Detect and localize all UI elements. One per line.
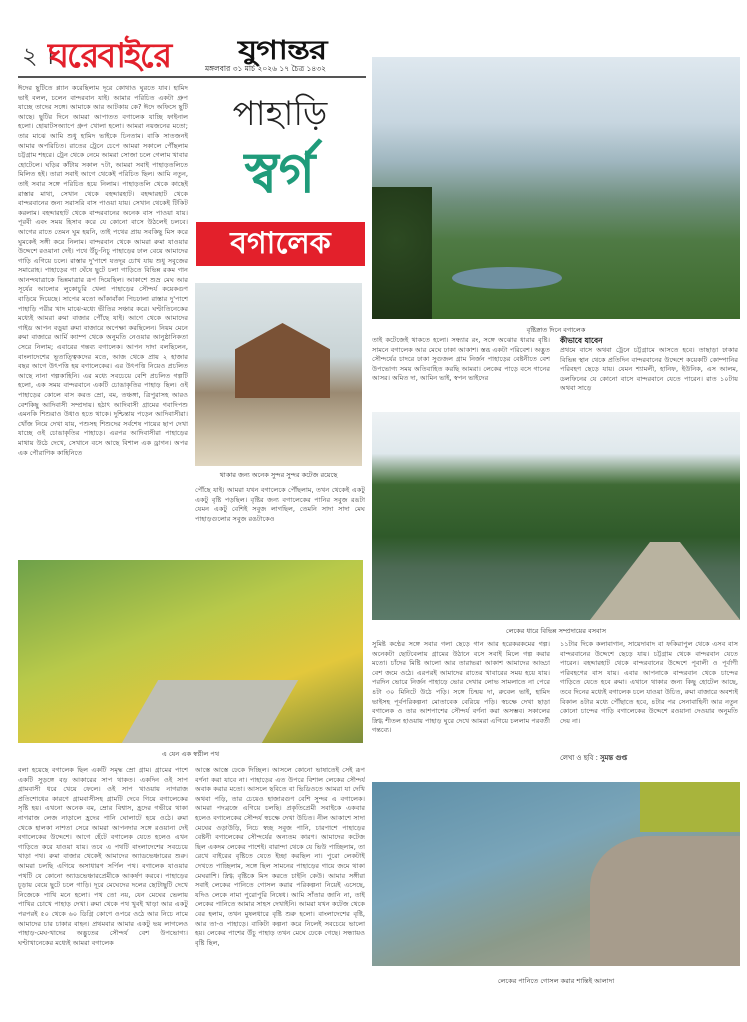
article-right-mid-col2: ১১টার দিকে কলাবাগান, সায়েদাবাদ বা ফকিরাপুল থেকে এসব বাস বান্দরবানের উদ্দেশে ছেড়ে যায়। চট্টগ্রাম থেকে বান্দরবান যেতে পারেন। বহদ্দারহাট থেকে বান্দরবানের উদ্দেশে পূবালী ও পূর্বাণী পরিবহণের বাস যায়। এবার আপনাকে বান্দরবান থেকে চান্দের গাড়িতে যেতে হবে রুমা। এখানে থাকার জন্য কিছু হোটেল আছে, তবে দিনের মধ্যেই বগালেক চলে যাওয়া উচিত, রুমা বাজারে অবশ্যই বিকাল ৪টার মধ্যে পৌঁছাতে হবে, ৪টার পর সেনাবাহিনী আর নতুন কোনো চান্দের গাড়ি বগালেকের উদ্দেশে রওয়ানা দেওয়ার অনুমতি দেয় না। <box>560 640 738 725</box>
caption-cottage: থাকার জন্য অনেক সুন্দর সুন্দর কটেজ রয়েছে <box>219 471 338 479</box>
lake-photo <box>372 412 740 620</box>
hills-photo <box>372 57 740 319</box>
byline-label: লেখা ও ছবি : <box>560 754 598 762</box>
caption-bathing: লেকের পানিতে গোসল করার শান্তিই আলাদা <box>497 977 615 985</box>
article-column-1-bottom: বলা হয়েছে বগালেক ছিল একটি সমৃদ্ধ ম্রো গ্রাম। গ্রামের পাশে একটি সুড়ঙ্গে বড় আকারের সাপ থাকত। একদিন ওই সাপ গ্রামবাসী ধরে খেয়ে ফেলে। ওই সাপ খাওয়ায় নাগরাজ প্রতিশোধের কারণে গ্রামবাসীসহ গ্রামটি দেবে গিয়ে বগালেকের সৃষ্টি হয়। এখনো অনেক বম, ম্রোর বিশ্বাস, হ্রদের গভীরে থাকা নাগরাজ লেজ নাড়ালে হ্রদের পানি ঘোলাটে হয়ে ওঠে। রুমা থেকে হালকা নাশতা সেরে আমরা আপনদার সঙ্গে রওয়ানা দেই বগালেকের উদ্দেশে। আগে হেঁটে বগালেক যেতে হলেও এখন গাড়িতে করে যাওয়া যায়। তবে এ পথটি বাংলাদেশের সবচেয়ে খাড়া পথ। রুমা বাজার থেকেই আমাদের অ্যাডভেঞ্চারের শুরু। আমরা চলছি এগিয়ে অসাধারণ সর্পিল পথ। বগালেক যাওয়ার পথটি যে কোনো অ্যাডভেঞ্চারপ্রেমীকে আকর্ষণ করবে। পাহাড়ের চূড়ায় বেয়ে ছুটে চলে গাড়ি। দূরে মেঘেদের দলের ছোটাছুটি দেখে নিজেকে পাখি মনে হলো। পথ তো নয়, যেন মেঘের ভেলায় পাখির চোখে পাহাড় দেখা। রুমা থেকে পথ খুবই খাড়া আর একটু পরপরই ৫০ থেকে ৬০ ডিগ্রি কোণে ওপরে ওঠে আর নিচে নামে আমাদের চার চাকার বাহন। প্রথমবার আমার একটু ভয় লাগলেও পাহাড়-মেঘ-খাদের অদ্ভুতের সৌন্দর্য বেশ উপভোগ্য। ঘণ্টাখানেকের মধ্যেই আমরা বগালেক <box>18 766 188 947</box>
caption-road: এ যেন এক স্বপ্নীল পথ <box>161 750 220 758</box>
article-right-top-col2: প্রথমে বাসে অথবা ট্রেনে চট্টগ্রামে আসতে হবে। তাছাড়া ঢাকার বিভিন্ন স্থান থেকে প্রতিদিন বান্দরবানের উদ্দেশে কয়েকটি কোম্পানির পরিবহণ ছেড়ে যায়। যেমন শ্যামলী, হানিফ, ইউনিক, এস আলম, ডলফিনের যে কোনো বাসে বান্দরবানে যেতে পারেন। রাত ১০টায় অথবা সাড়ে <box>560 346 738 393</box>
dateline: মঙ্গলবার ৩১ মার্চ ২০২৬ ১৭ চৈত্র ১৪৩২ <box>205 64 326 73</box>
caption-hills: বৃষ্টিস্নাত দিনে বগালেক <box>526 326 586 334</box>
caption-lake: লেকের ধারে বিভিন্ন সম্প্রদায়ের বসবাস <box>505 627 607 635</box>
page-number: ২ । <box>22 42 54 70</box>
header-divider <box>18 76 366 78</box>
article-right-top-col1: তাই কটেজেই থাকতে হলো। সন্ধ্যার রং, সঙ্গে অঝোর ধারার বৃষ্টি। সামনে বগালেক আর মেঘে ঢাকা আকাশ। স্তব্ধ একটা পরিবেশ। অদ্ভুত সৌন্দর্যের চাদরে ঢাকা সুগুজল গ্রাম নির্জন পাহাড়ের বেষ্টনীতে বেশ উপভোগ্য সময় অতিবাহিত করছি আমরা। লেকের পাড়ে বসে গানের আসর। অমিত দা, আমিন ভাই, স্বপন ভাইদের <box>372 336 550 383</box>
headline-banner: বগালেক <box>196 222 365 266</box>
section-logo: ঘরেবাইরে <box>48 36 171 76</box>
road-photo <box>18 560 363 743</box>
how-to-go-heading: কীভাবে যাবেন <box>560 336 603 345</box>
article-right-mid-col1: সুমিষ্ট কণ্ঠের সঙ্গে সবার গলা ছেড়ে গান আর হরেকরকমের গল্প। অনেকটা ছোটবেলায় গ্রামের উঠানে বসে সবাই মিলে গল্প করার মতো। চাঁদের মিষ্টি আলো আর তারাভরা আকাশ আমাদের আড্ডা বেশ জমে ওঠে। এরপরই আমাদের রাতের খাবারের সময় হয়ে যায়। পরদিন ভোরে নির্জন পাহাড়ে ভোর দেখার লোভ সামলাতে না পেরে ৪টা ৩০ মিনিটে উঠে পড়ি। সঙ্গে চিন্ময় দা, রুবেল ভাই, হামিদ ভাইসহ পূর্বপরিকল্পনা মোতাবেক বেরিয়ে পড়ি। স্বচক্ষে দেখা ছাড়া বগালেক ও তার আশপাশের সৌন্দর্য বর্ণনা করা অসম্ভব। সকালের স্নিগ্ধ শীতল হাওয়ায় পাহাড় ঘুরে দেখে আমরা এগিয়ে চললাম পরবর্তী গন্তব্যে। <box>372 640 550 735</box>
headline-kicker: পাহাড়ি <box>232 94 328 134</box>
article-column-1: ঈদের ছুটিতে প্ল্যান করেছিলাম দূরে কোথাও ঘুরতে যাব। হামিদ ভাই বলল, চলেন বান্দরবান যাই। আমার পরিচিত একটা গ্রুপ যাচ্ছে তাদের সঙ্গে। আমাকে আর আটকায় কে? ঈদে অফিসে ছুটি আছে। ছুটির দিনে আমরা আপাতত বগালেক যাচ্ছি ফাইনাল হলো। হোয়াটসঅ্যাপে গ্রুপ খোলা হলো। আমরা নয়জনের মতো; তার মাঝে আমি শুধু হামিদ ভাইকে চিনতাম। বাকি সাতজনই আমার অপরিচিত। রাতের ট্রেনে চেপে আমরা সকালে পৌঁছলাম চট্টগ্রাম শহরে। ট্রেন থেকে নেমে আমরা সোজা চলে গেলাম খাবার হোটেলে। ঘড়ির কাঁটায় সকাল ৭টা, আমরা সবাই পাহাড়তলিতে মিলিত হই। তারা সবাই আগে থেকেই পরিচিত ছিল। আমি নতুন, তাই সবার সঙ্গে পরিচিত হয়ে নিলাম। পাহাড়তলি থেকে কাছেই রাস্তার মাথা, সেখান থেকে বহদ্দারহাট। বহদ্দারহাট থেকে বান্দরবানের জন্য সরাসরি বাস পাওয়া যায়। সেখান থেকেই টিকিট করলাম। বহদ্দারহাট থেকে বান্দরবানের অনেক বাস পাওয়া যায়। পূরবী এবং সময় হিসাব করে যে কোনো বাসে উঠলেই চলবে। আগের রাতে তেমন ঘুম হয়নি, তাই পথের প্রায় সবকিছু মিস করে ঘুমকেই সঙ্গী করে নিলাম। বান্দরবান থেকে আমরা রুমা যাওয়ার উদ্দেশে রওয়ানা দেই। পথে উঁচু-নিচু পাহাড়ের ঢাল বেয়ে আমাদের গাড়ি এগিয়ে চলে। রাস্তার দু'পাশে যতদূর চোখ যায় শুধু সবুজের সমারোহ। পাহাড়ের গা ঘেঁষে ছুটে চলা গাড়িতে বিভিন্ন রকম গান আনন্দযাত্রাকে ভিন্নমাত্রার রূপ দিয়েছিল। আকাশে শুভ্র মেঘ আর সূর্যের আলোর লুকোচুরি খেলা পাহাড়ের সৌন্দর্য কয়েকগুণ বাড়িয়ে দিয়েছে। সাপের মতো আঁকাবাঁকা পিচঢালা রাস্তার দু'পাশে পাহাড়ি পরীর খাদ মাঝে-মধ্যে ভীতির সঞ্চার করে। ঘণ্টাতিনেকের মধ্যেই আমরা রুমা বাজার পৌঁছে যাই। আগে থেকে আমাদের গাইড আপন বড়ুয়া রুমা বাজারে অপেক্ষা করছিলেন। নিয়ম মেনে রুমা বাজারে আর্মি ক্যাম্প থেকে অনুমতি নেওয়ার আনুষ্ঠানিকতা সেরে নিলাম; এবারের গন্তব্য বগালেক। আপন দাদা বলছিলেন, বাংলাদেশের ভূতাত্ত্বিকদের মতে, আজ থেকে প্রায় ২ হাজার বছর আগে উৎপত্তি হয় বগালেকের। এর উৎপত্তি নিয়েও প্রচলিত আছে নানা গল্পকাহিনি। এর মধ্যে সবচেয়ে বেশি প্রচলিত গল্পটি হলো, এক সময় বান্দরবানে একটি চোঙাকৃতির পাহাড় ছিল। ওই পাহাড়ের কোলে বাস করত ম্রো, বম, তঞ্চঙ্গা, ত্রিপুরাসহ আরও বেশকিছু আদিবাসী সম্প্রদায়। হঠাৎ আদিবাসী গ্রামের গবাদিপশু এমনকি শিশুরাও উধাও হতে থাকে। দুশ্চিন্তায় পড়েন আদিবাসীরা। খোঁজ নিয়ে দেখা যায়, পশুসহ শিশুদের সর্বশেষ পায়ের ছাপ দেখা যাচ্ছে ওই চোঙাকৃতির পাহাড়ে। এরপর আদিবাসীরা পাহাড়ের মাথায় উঠে দেখে, সেখানে বসে আছে বিশাল এক ড্রাগন। অপর এক পৌরাণিক কাহিনিতে <box>18 84 188 457</box>
headline-main: স্বর্গ <box>244 140 316 206</box>
article-column-2-bottom: আস্তে আস্তে ঢেকে দিচ্ছিল। আসলে কোনো ভাষাতেই সেই রূপ বর্ণনা করা যাবে না। পাহাড়ের এত উপরে বিশাল লেকের সৌন্দর্য অবাক করার মতো। আসলে ছবিতে বা ভিডিওতে আমরা যা দেখি অথবা পড়ি, তার চেয়েও হাজারগুণ বেশি সুন্দর এ বগালেক। আমরা পদব্রজে এগিয়ে চলছি। প্রকৃতিপ্রেমী সবাইকে একবার হলেও বগালেকের সৌন্দর্য স্বচক্ষে দেখা উচিত। নীল আকাশে সাদা মেঘের ওড়াউড়ি, নিচে স্বচ্ছ সবুজ পানি, চারপাশে পাহাড়ের বেষ্টনী বগালেকের সৌন্দর্যের অন্যতম কারণ। আমাদের কটেজ ছিল একদম লেকের পাশেই। বারান্দা থেকে যে ভিউ পাচ্ছিলাম, তা রেখে বাইরের বৃষ্টিতে যেতে ইচ্ছা করছিল না। পুরো লেকটাই দেখতে পাচ্ছিলাম, সঙ্গে ছিল সামনের পাহাড়ের গায়ে জমে থাকা মেঘরাশি। স্নিগ্ধ বৃষ্টিকে মিস করতে চাইনি কেউ। আমার সঙ্গীরা সবাই লেকের পানিতে গোসল করার পরিকল্পনা নিয়েই এসেছে, যদিও লেকে নামা পুরোপুরি নিষেধ। আমি সাঁতার জানি না, তাই লেকের পানিতে আমার সাহস দেখাইনি। আমরা যখন কটেজ থেকে বের হলাম, তখন মুষলধারে বৃষ্টি শুরু হলো। বাংলাদেশের বৃষ্টি, আর তা-ও পাহাড়ে। বাকিটা কল্পনা করে নিলেই সবচেয়ে ভালো হয়। লেকের পাশের উঁচু পাহাড় তখন মেঘে ঢেকে গেছে। সন্ধ্যায়ও বৃষ্টি ছিল, <box>195 766 365 947</box>
byline <box>560 752 627 764</box>
byline-name: সুমন্ত গুপ্ত <box>600 754 627 762</box>
cottage-photo <box>195 283 362 466</box>
newspaper-logo: যুগান্তর <box>238 36 327 66</box>
bathing-photo <box>372 782 740 966</box>
article-column-2-top: পৌঁছে যাই। আমরা যখন বগালেকে পৌঁছলাম, তখন থেকেই একটু একটু বৃষ্টি পড়ছিল। বৃষ্টির জন্য বগালেকের পানির সবুজ রঙটা যেমন একটু বেশিই সবুজ লাগছিল, তেমনি সাদা সাদা মেঘ পাহাড়গুলোর সবুজ রঙটাকেও <box>195 486 365 523</box>
